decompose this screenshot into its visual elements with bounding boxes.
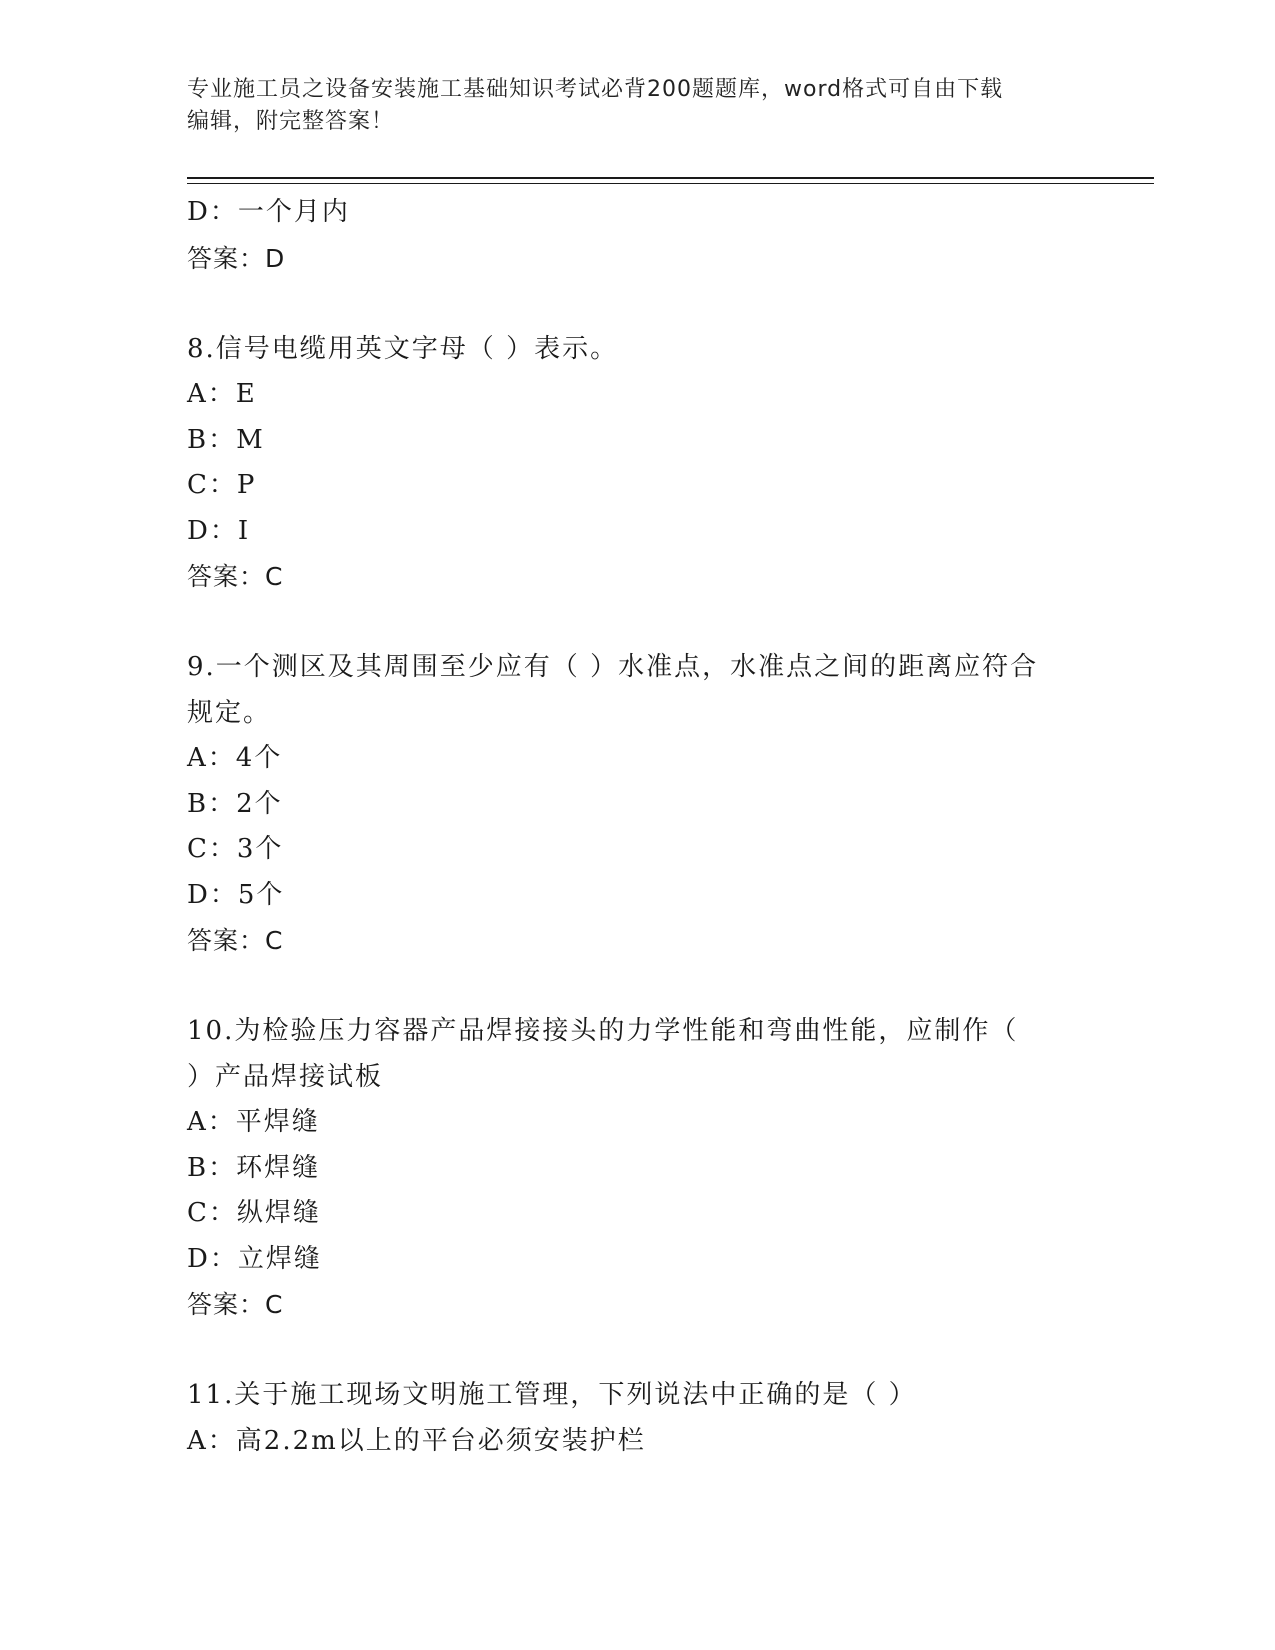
prev-answer: 答案：D <box>187 243 286 273</box>
spacer <box>187 600 1087 646</box>
q8-answer: 答案：C <box>187 562 284 591</box>
q8-option-d: D：I <box>187 515 251 546</box>
q9-stem-line-1: 9.一个测区及其周围至少应有（ ）水准点，水准点之间的距离应符合 <box>187 652 1039 682</box>
q9-option-c: C：3个 <box>187 834 284 864</box>
q10-answer: 答案：C <box>187 1290 284 1319</box>
header-rule-thick <box>187 177 1154 179</box>
q11-stem: 11.关于施工现场文明施工管理，下列说法中正确的是（ ） <box>187 1380 917 1410</box>
q10-stem-line-2: ）产品焊接试板 <box>187 1061 384 1092</box>
prev-option-d: D：一个月内 <box>187 197 350 227</box>
q10-option-d: D：立焊缝 <box>187 1243 322 1274</box>
spacer <box>187 964 1087 1010</box>
spacer <box>187 281 1087 327</box>
q8-option-a: A：E <box>187 379 257 409</box>
q9-option-d: D：5个 <box>187 879 285 910</box>
q11-option-a: A：高2.2m以上的平台必须安装护栏 <box>187 1425 646 1456</box>
header-line-2: 编辑，附完整答案！ <box>187 109 395 134</box>
q8-option-c: C：P <box>187 470 257 500</box>
q10-option-c: C：纵焊缝 <box>187 1198 321 1228</box>
header-line-1: 专业施工员之设备安装施工基础知识考试必背200题题库，word格式可自由下载 <box>187 77 1004 102</box>
document-header <box>187 74 1087 138</box>
question-list <box>187 190 1087 1464</box>
q9-option-a: A：4个 <box>187 743 283 773</box>
q10-stem-line-1: 10.为检验压力容器产品焊接接头的力学性能和弯曲性能，应制作（ <box>187 1016 1019 1046</box>
q9-answer: 答案：C <box>187 926 284 955</box>
q9-option-b: B：2个 <box>187 788 283 819</box>
q8-option-b: B：M <box>187 424 265 455</box>
spacer <box>187 1328 1087 1374</box>
q9-stem-line-2: 规定。 <box>187 697 272 728</box>
q8-stem: 8.信号电缆用英文字母（ ）表示。 <box>187 333 619 364</box>
q10-option-a: A：平焊缝 <box>187 1107 320 1137</box>
header-rule-thin <box>187 183 1154 184</box>
q10-option-b: B：环焊缝 <box>187 1152 321 1183</box>
